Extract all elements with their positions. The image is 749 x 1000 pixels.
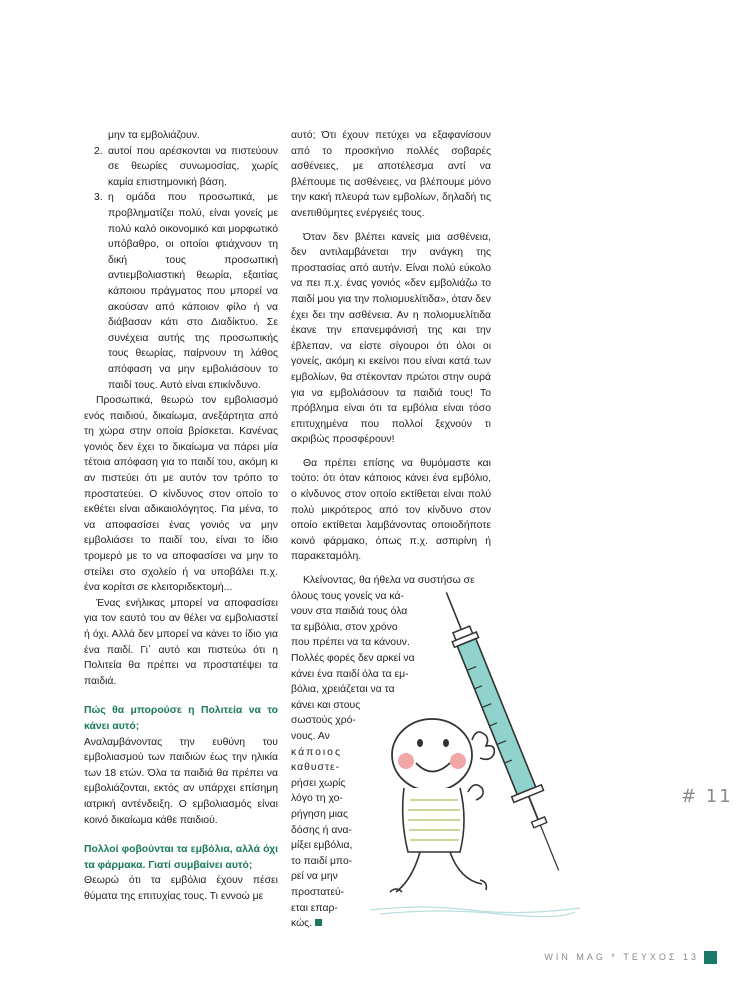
text-line: Κλείνοντας, θα ήθελα να συστήσω σε (303, 575, 475, 587)
numbered-list (84, 144, 278, 394)
text-line: λόγο τη χο- (291, 793, 343, 805)
ground-shadow (370, 907, 580, 917)
list-item (84, 144, 278, 191)
text-line: κάνει και στους (291, 699, 361, 711)
footer-square-icon (704, 951, 717, 964)
list-number: 2. (94, 145, 103, 157)
paragraph: Αναλαμβάνοντας την ευθύνη του εμβολιασμού των παιδιών έως την ηλικία των 18 ετών. Όλα τα παιδιά θα πρέπει να εμβολιάζονται, εκτός αν υπάρχει επίσημη ιατρική αντένδειξη. Ο εμβολιασμός είναι κοινό δικαίωμα κάθε παιδιού. (84, 736, 278, 826)
text-line: ρήγηση μιας (291, 808, 349, 820)
list-item-text: αυτοί που αρέσκονται να πιστεύουν σε θεωρίες συνωμοσίας, χωρίς καμία επιστημονική βάση. (108, 145, 278, 188)
paragraph: Θεωρώ ότι τα εμβόλια έχουν πέσει θύματα της επιτυχίας τους. Τι εννοώ με (84, 875, 278, 902)
question-heading: Πώς θα μπορούσε η Πολιτεία να το κάνει αυτό; (84, 705, 278, 732)
question-heading: Πολλοί φοβούνται τα εμβόλια, αλλά όχι τα φάρμακα. Γιατί συμβαίνει αυτό; (84, 844, 278, 871)
text-line: το παιδί μπο- (291, 855, 353, 867)
text-line: κώς. (291, 918, 313, 930)
text-line: δόσης ή ανα- (291, 824, 352, 836)
list-number: 3. (94, 192, 103, 204)
text-line: βόλια, χρειάζεται να τα (291, 684, 395, 696)
text-line: τα εμβόλια, στον χρόνο (291, 621, 398, 633)
paragraph: αυτό; Ότι έχουν πετύχει να εξαφανίσουν από το προσκήνιο πολλές σοβαρές ασθένειες, με αποτέλεσμα αντί να βλέπουμε τις ασθένειες, να βλέπουμε μόνο την κακή πλευρά των εμβολίων, δηλαδή τις ανεπιθύμητες ενέργειές τους. (291, 130, 491, 219)
list-item-text: η ομάδα που προσωπικά, με προβληματίζει πολύ, είναι γονείς με πολύ καλό οικονομικό και μορφωτικό υπόβαθρο, οι οποίοι φτιάχνουν τη δική τους προσωπική αντιεμβολιαστική θεωρία, εξαιτίας κάποιου πράγματος που μπορεί να ακούσαν από κάποιον φίλο ή να διάβασαν κάτι στο Διαδίκτυο. Σε συνέχεια αυτής της προσωπικής τους θεωρίας, παίρνουν τη λάθος απόφαση να μην εμβολιάσουν το παιδί τους. Αυτό είναι επικίνδυνο. (108, 192, 278, 391)
text-line: Πολλές φορές δεν αρκεί να (291, 653, 415, 664)
text-line: κάποιος (291, 746, 342, 758)
list-item (84, 190, 278, 393)
text-line: προστατεύ- (291, 886, 345, 898)
text-line: μίξει εμβόλια, (291, 840, 353, 852)
text-line: καθυστε- (291, 762, 341, 774)
child-hand (472, 732, 494, 759)
text-line: ρεί να μην (291, 871, 338, 883)
text-line: που πρέπει να τα κάνουν. (291, 637, 410, 649)
list-item-1-tail: μην τα εμβολιάζουν. (108, 130, 200, 141)
text-line: νους. Αν (291, 730, 330, 742)
text-line: όλους τους γονείς να κά- (291, 590, 404, 602)
text-line: κάνει ένα παιδί όλα τα εμ- (291, 668, 409, 680)
paragraph: Ένας ενήλικας μπορεί να αποφασίσει για τον εαυτό του αν θέλει να εμβολιαστεί ή όχι. Αλλά δεν μπορεί να κάνει το ίδιο για ένα παιδί. Γι΄ αυτό και πιστεύω ότι η Πολιτεία θα πρέπει να προστατέψει τα παιδιά. (84, 597, 278, 687)
paragraph: Όταν δεν βλέπει κανείς μια ασθένεια, δεν αντιλαμβάνεται την ανάγκη της προστασίας από αυτήν. Είναι πολύ εύκολο να πει π.χ. ένας γονιός «δεν εμβολιάζω το παιδί μου για την πολιομυελίτιδα», όταν δεν έχει δει την ασθένεια. Αν η πολιομυελίτιδα έκανε την επανεμφάνισή της και την έβλεπαν, να είστε σίγουροι ότι όλοι οι γονείς, ακόμη κι εκείνοι που είναι κατά των εμβολίων, θα στέκονταν πρώτοι στην ουρά για να εμβολιάσουν τα παιδιά τους! Το πρόβλημα είναι ότι τα εμβόλια είναι τόσο επιτυχημένα που πολλοί ξεχνούν τι ακριβώς προσφέρουν! (291, 231, 491, 446)
child-head (392, 719, 472, 791)
magazine-footer: WIN MAG * ΤΕΥΧΟΣ 13 (544, 952, 699, 962)
left-column (84, 128, 278, 905)
child-with-syringe-illustration (360, 580, 600, 920)
text-line: νουν στα παιδιά τους όλα (291, 606, 408, 618)
text-line: σωστούς χρό- (291, 715, 356, 727)
page-number: # 11 (681, 786, 733, 807)
text-line: εται επαρ- (291, 902, 338, 914)
end-of-article-mark (315, 919, 322, 926)
child-body (390, 788, 486, 892)
paragraph: Θα πρέπει επίσης να θυμόμαστε και τούτο: ότι όταν κάποιος κάνει ένα εμβόλιο, ο κίνδυνος στον οποίο εκτίθεται είναι πολύ πολύ μικρότερος από τον κίνδυνο στον οποίο εκτίθεται λαμβάνοντας οποιοδήποτε κοινό φάρμακο, όπως π.χ. ασπιρίνη ή παρακεταμόλη. (291, 457, 491, 563)
paragraph: Προσωπικά, θεωρώ τον εμβολιασμό ενός παιδιού, δικαίωμα, ανεξάρτητα από τη χώρα στην οποία βρίσκεται. Κανένας γονιός δεν έχει το δικαίωμα να πάρει μία τέτοια απόφαση για το παιδί του, ακόμη κι αν πιστεύει ότι με αυτόν τον τρόπο το προστατεύει. Ο κίνδυνος στον οποίο το εκθέτει είναι αδικαιολόγητος. Για μένα, το να αποφασίσει ένας γονιός να μην εμβολιάσει το παιδί του, είναι το ίδιο τρομερό με το να αποφασίσει να μην το στείλει στο σχολείο ή να υποβάλει π.χ. ένα κορίτσι σε κλειτοριδεκτομή... (84, 395, 278, 594)
text-line: ρήσει χωρίς (291, 777, 346, 789)
